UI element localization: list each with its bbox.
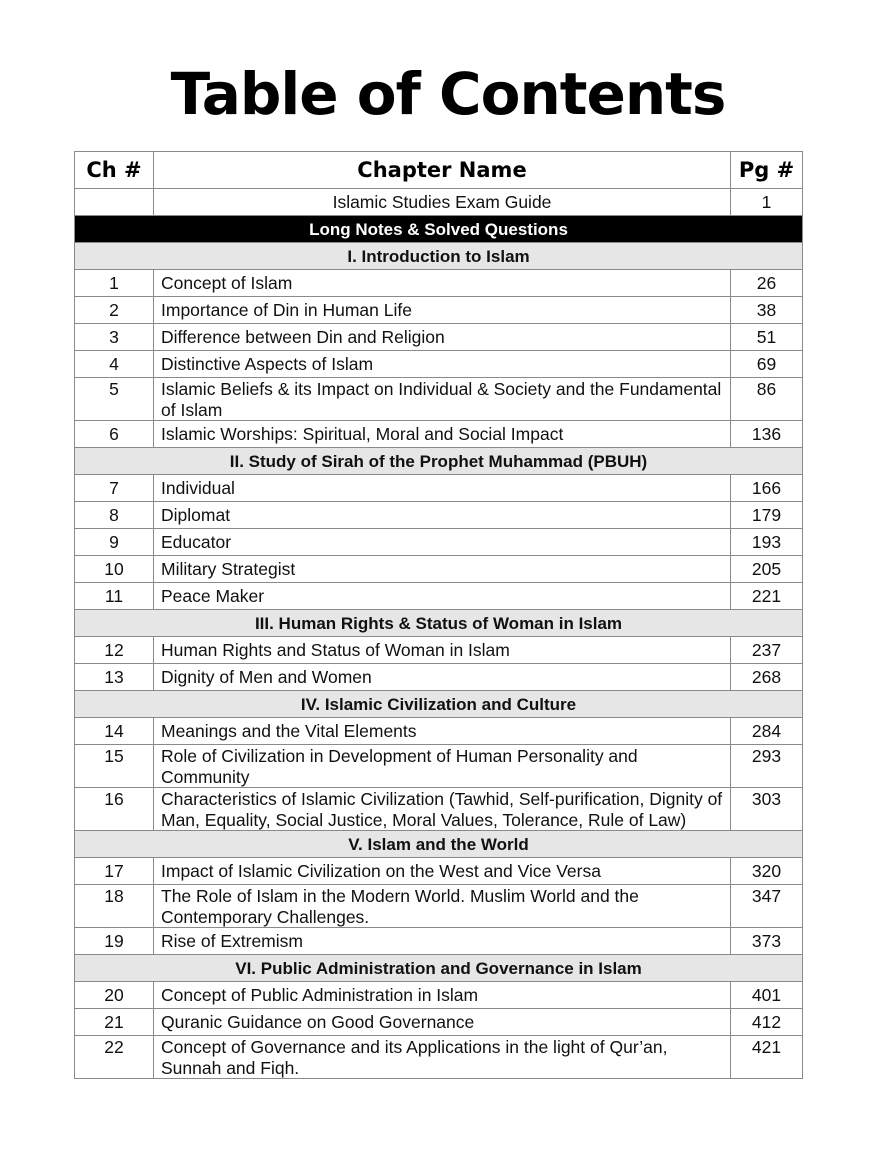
chapter-name: Role of Civilization in Development of Human Personality and Community xyxy=(154,745,731,788)
chapter-number: 19 xyxy=(75,928,154,955)
chapter-row xyxy=(75,982,803,1009)
page-number: 69 xyxy=(731,351,803,378)
chapter-name: Diplomat xyxy=(154,502,731,529)
chapter-number: 2 xyxy=(75,297,154,324)
section-row xyxy=(75,243,803,270)
chapter-row xyxy=(75,324,803,351)
section-heading: V. Islam and the World xyxy=(75,831,803,858)
section-heading: IV. Islamic Civilization and Culture xyxy=(75,691,803,718)
page-number: 193 xyxy=(731,529,803,556)
section-row xyxy=(75,691,803,718)
chapter-row xyxy=(75,297,803,324)
page-number: 347 xyxy=(731,885,803,928)
header-page-number: Pg # xyxy=(731,152,803,189)
chapter-number: 4 xyxy=(75,351,154,378)
chapter-number: 10 xyxy=(75,556,154,583)
chapter-row xyxy=(75,556,803,583)
chapter-number: 17 xyxy=(75,858,154,885)
chapter-number: 16 xyxy=(75,788,154,831)
page-number: 320 xyxy=(731,858,803,885)
chapter-row xyxy=(75,378,803,421)
chapter-name: Difference between Din and Religion xyxy=(154,324,731,351)
chapter-row xyxy=(75,928,803,955)
chapter-row xyxy=(75,788,803,831)
chapter-row xyxy=(75,664,803,691)
chapter-name: Military Strategist xyxy=(154,556,731,583)
chapter-name: Islamic Worships: Spiritual, Moral and Social Impact xyxy=(154,421,731,448)
chapter-row xyxy=(75,529,803,556)
band-heading: Long Notes & Solved Questions xyxy=(75,216,803,243)
section-row xyxy=(75,610,803,637)
page-number: 26 xyxy=(731,270,803,297)
page-number: 373 xyxy=(731,928,803,955)
chapter-row xyxy=(75,885,803,928)
intro-chapter-name: Islamic Studies Exam Guide xyxy=(154,189,731,216)
section-row xyxy=(75,831,803,858)
page-number: 205 xyxy=(731,556,803,583)
chapter-name: Concept of Islam xyxy=(154,270,731,297)
chapter-row xyxy=(75,1036,803,1079)
header-row xyxy=(75,152,803,189)
section-heading: II. Study of Sirah of the Prophet Muhammad (PBUH) xyxy=(75,448,803,475)
page-title: Table of Contents xyxy=(170,60,726,128)
chapter-name: Individual xyxy=(154,475,731,502)
page-number: 284 xyxy=(731,718,803,745)
page-number: 221 xyxy=(731,583,803,610)
chapter-name: Human Rights and Status of Woman in Islam xyxy=(154,637,731,664)
page-number: 86 xyxy=(731,378,803,421)
chapter-name: The Role of Islam in the Modern World. Muslim World and the Contemporary Challenges. xyxy=(154,885,731,928)
chapter-row xyxy=(75,583,803,610)
contents-body xyxy=(75,189,803,1079)
chapter-number: 18 xyxy=(75,885,154,928)
band-row xyxy=(75,216,803,243)
chapter-name: Characteristics of Islamic Civilization (Tawhid, Self-purification, Dignity of Man, Equality, Social Justice, Moral Values, Tolerance, Rule of Law) xyxy=(154,788,731,831)
header-chapter-name: Chapter Name xyxy=(154,152,731,189)
page-number: 51 xyxy=(731,324,803,351)
chapter-name: Impact of Islamic Civilization on the West and Vice Versa xyxy=(154,858,731,885)
chapter-name: Distinctive Aspects of Islam xyxy=(154,351,731,378)
chapter-name: Educator xyxy=(154,529,731,556)
page-number: 136 xyxy=(731,421,803,448)
chapter-number: 9 xyxy=(75,529,154,556)
chapter-name: Meanings and the Vital Elements xyxy=(154,718,731,745)
page-number: 293 xyxy=(731,745,803,788)
chapter-row xyxy=(75,1009,803,1036)
page-number: 421 xyxy=(731,1036,803,1079)
page-number: 237 xyxy=(731,637,803,664)
chapter-name: Rise of Extremism xyxy=(154,928,731,955)
page-number: 166 xyxy=(731,475,803,502)
chapter-row xyxy=(75,745,803,788)
chapter-row xyxy=(75,718,803,745)
chapter-number: 1 xyxy=(75,270,154,297)
section-heading: III. Human Rights & Status of Woman in Islam xyxy=(75,610,803,637)
intro-row xyxy=(75,189,803,216)
page-number: 38 xyxy=(731,297,803,324)
chapter-name: Importance of Din in Human Life xyxy=(154,297,731,324)
chapter-row xyxy=(75,858,803,885)
chapter-name: Concept of Public Administration in Islam xyxy=(154,982,731,1009)
chapter-name: Dignity of Men and Women xyxy=(154,664,731,691)
contents-table xyxy=(74,151,803,1079)
chapter-number: 6 xyxy=(75,421,154,448)
intro-chapter-number xyxy=(75,189,154,216)
chapter-number: 20 xyxy=(75,982,154,1009)
chapter-number: 11 xyxy=(75,583,154,610)
intro-page-number: 1 xyxy=(731,189,803,216)
chapter-row xyxy=(75,502,803,529)
chapter-number: 5 xyxy=(75,378,154,421)
page-number: 303 xyxy=(731,788,803,831)
page-number: 179 xyxy=(731,502,803,529)
page-number: 412 xyxy=(731,1009,803,1036)
chapter-row xyxy=(75,637,803,664)
chapter-row xyxy=(75,351,803,378)
chapter-number: 12 xyxy=(75,637,154,664)
chapter-name: Peace Maker xyxy=(154,583,731,610)
page-number: 401 xyxy=(731,982,803,1009)
chapter-number: 15 xyxy=(75,745,154,788)
chapter-row xyxy=(75,475,803,502)
chapter-number: 21 xyxy=(75,1009,154,1036)
section-heading: VI. Public Administration and Governance in Islam xyxy=(75,955,803,982)
chapter-number: 3 xyxy=(75,324,154,351)
chapter-name: Islamic Beliefs & its Impact on Individual & Society and the Fundamental of Islam xyxy=(154,378,731,421)
chapter-number: 8 xyxy=(75,502,154,529)
section-row xyxy=(75,448,803,475)
header-chapter-number: Ch # xyxy=(75,152,154,189)
chapter-number: 7 xyxy=(75,475,154,502)
page-number: 268 xyxy=(731,664,803,691)
chapter-row xyxy=(75,270,803,297)
chapter-number: 22 xyxy=(75,1036,154,1079)
chapter-name: Quranic Guidance on Good Governance xyxy=(154,1009,731,1036)
chapter-number: 14 xyxy=(75,718,154,745)
chapter-name: Concept of Governance and its Applications in the light of Qur’an, Sunnah and Fiqh. xyxy=(154,1036,731,1079)
chapter-number: 13 xyxy=(75,664,154,691)
section-heading: I. Introduction to Islam xyxy=(75,243,803,270)
section-row xyxy=(75,955,803,982)
chapter-row xyxy=(75,421,803,448)
